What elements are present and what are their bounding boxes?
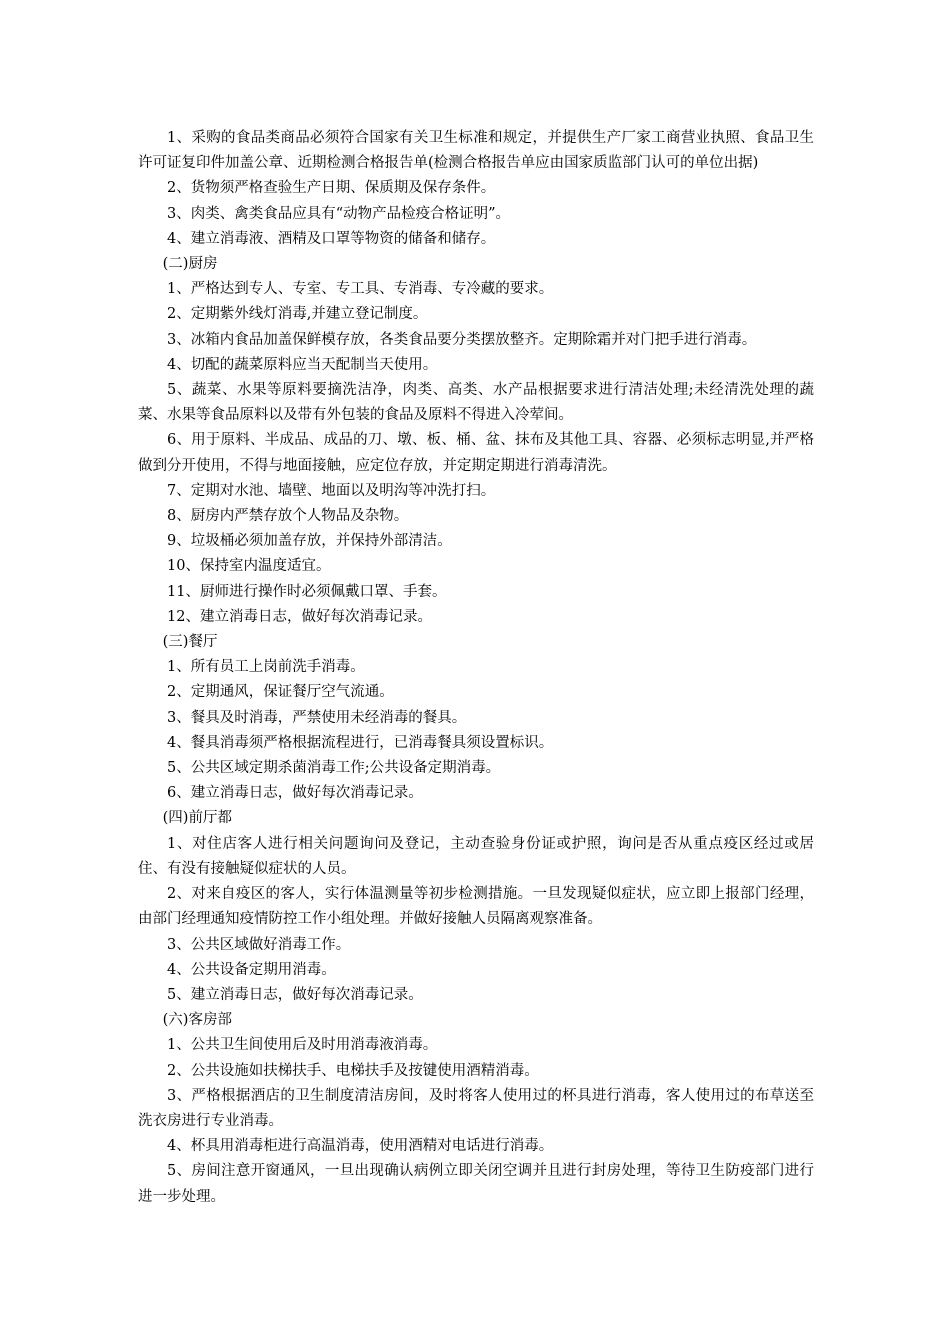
paragraph: 4、杯具用消毒柜进行高温消毒，使用酒精对电话进行消毒。 bbox=[167, 1138, 554, 1155]
paragraph: 1、严格达到专人、专室、专工具、专消毒、专冷藏的要求。 bbox=[167, 281, 554, 298]
paragraph: 2、货物须严格查验生产日期、保质期及保存条件。 bbox=[167, 180, 496, 197]
paragraph: 1、对住店客人进行相关问题询问及登记，主动查验身份证或护照，询问是否从重点疫区经过或居住、有没有接触疑似症状的人员。 bbox=[138, 835, 814, 877]
paragraph: 4、餐具消毒须严格根据流程进行，已消毒餐具须设置标识。 bbox=[167, 734, 554, 751]
paragraph: 4、公共设备定期用消毒。 bbox=[167, 961, 336, 978]
paragraph: 6、用于原料、半成品、成品的刀、墩、板、桶、盆、抹布及其他工具、容器、必须标志明显,并严格做到分开使用，不得与地面接触，应定位存放，并定期定期进行消毒清洗。 bbox=[138, 432, 814, 474]
paragraph: 5、房间注意开窗通风，一旦出现确认病例立即关闭空调并且进行封房处理，等待卫生防疫部门进行进一步处理。 bbox=[138, 1163, 814, 1205]
paragraph: 3、餐具及时消毒，严禁使用未经消毒的餐具。 bbox=[167, 709, 467, 726]
paragraph: 6、建立消毒日志，做好每次消毒记录。 bbox=[167, 785, 423, 802]
section-kitchen bbox=[138, 252, 814, 630]
paragraph: 2、定期紫外线灯消毒,并建立登记制度。 bbox=[167, 306, 428, 323]
paragraph: 11、厨师进行操作时必须佩戴口罩、手套。 bbox=[167, 583, 447, 600]
paragraph: 8、厨房内严禁存放个人物品及杂物。 bbox=[167, 508, 409, 525]
section-front-desk bbox=[138, 806, 814, 1008]
paragraph: 12、建立消毒日志，做好每次消毒记录。 bbox=[167, 608, 432, 625]
section-heading: (三)餐厅 bbox=[162, 634, 218, 651]
section-procurement bbox=[138, 126, 814, 252]
paragraph: 3、公共区域做好消毒工作。 bbox=[167, 936, 351, 953]
paragraph: 3、肉类、禽类食品应具有“动物产品检疫合格证明”。 bbox=[167, 205, 511, 222]
paragraph: 3、冰箱内食品加盖保鲜模存放，各类食品要分类摆放整齐。定期除霜并对门把手进行消毒。 bbox=[167, 331, 757, 348]
paragraph: 2、对来自疫区的客人，实行体温测量等初步检测措施。一旦发现疑似症状，应立即上报部门经理，由部门经理通知疫情防控工作小组处理。并做好接触人员隔离观察准备。 bbox=[138, 886, 814, 928]
paragraph: 5、建立消毒日志，做好每次消毒记录。 bbox=[167, 986, 423, 1003]
section-heading: (六)客房部 bbox=[162, 1012, 232, 1029]
paragraph: 1、采购的食品类商品必须符合国家有关卫生标准和规定，并提供生产厂家工商营业执照、食品卫生许可证复印件加盖公章、近期检测合格报告单(检测合格报告单应由国家质监部门认可的单位出据) bbox=[138, 130, 814, 172]
section-restaurant bbox=[138, 630, 814, 806]
paragraph: 5、蔬菜、水果等原料要摘洗洁净，肉类、高类、水产品根据要求进行清洁处理;未经清洗处理的蔬菜、水果等食品原料以及带有外包装的食品及原料不得进入冷荤间。 bbox=[138, 382, 814, 424]
paragraph: 3、严格根据酒店的卫生制度清洁房间，及时将客人使用过的杯具进行消毒，客人使用过的布草送至洗衣房进行专业消毒。 bbox=[138, 1087, 814, 1129]
paragraph: 7、定期对水池、墙壁、地面以及明沟等冲洗打扫。 bbox=[167, 482, 496, 499]
paragraph: 4、切配的蔬菜原料应当天配制当天使用。 bbox=[167, 356, 438, 373]
paragraph: 10、保持室内温度适宜。 bbox=[167, 558, 331, 575]
paragraph: 9、垃圾桶必须加盖存放，并保持外部清洁。 bbox=[167, 533, 452, 550]
section-heading: (二)厨房 bbox=[162, 256, 218, 273]
section-housekeeping bbox=[138, 1008, 814, 1210]
paragraph: 4、建立消毒液、酒精及口罩等物资的储备和储存。 bbox=[167, 230, 496, 247]
paragraph: 5、公共区域定期杀菌消毒工作;公共设备定期消毒。 bbox=[167, 760, 501, 777]
paragraph: 2、公共设施如扶梯扶手、电梯扶手及按键使用酒精消毒。 bbox=[167, 1062, 539, 1079]
section-heading: (四)前厅都 bbox=[162, 810, 232, 827]
paragraph: 1、公共卫生间使用后及时用消毒液消毒。 bbox=[167, 1037, 438, 1054]
paragraph: 1、所有员工上岗前洗手消毒。 bbox=[167, 659, 365, 676]
document-body bbox=[138, 126, 814, 1210]
paragraph: 2、定期通风，保证餐厅空气流通。 bbox=[167, 684, 394, 701]
